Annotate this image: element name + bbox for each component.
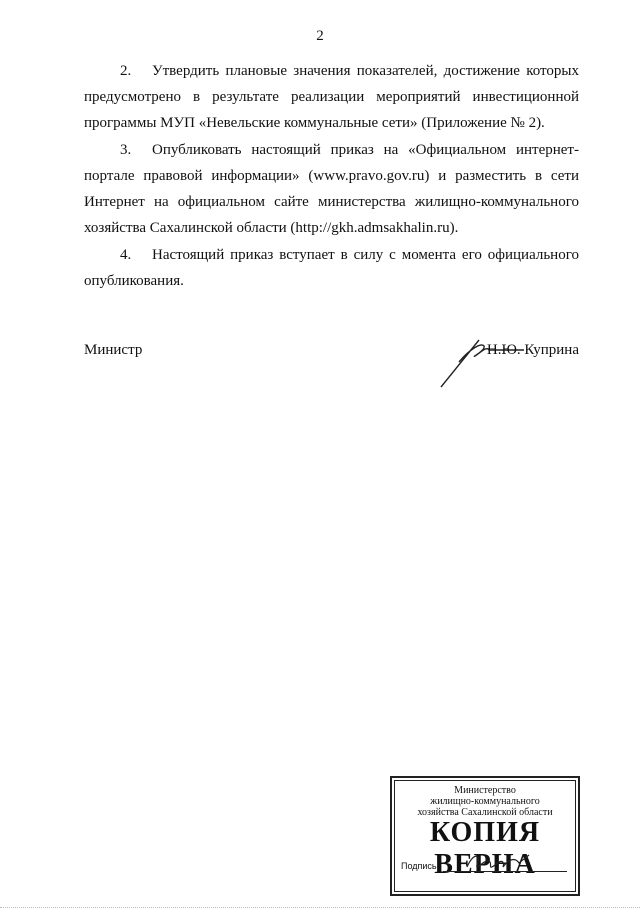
stamp-line-2: жилищно-коммунального [430, 796, 540, 807]
signatory-name: Н.Ю. Куприна [486, 342, 579, 358]
handwritten-signature-icon [439, 332, 524, 390]
stamp-inner-frame [394, 780, 576, 892]
scan-edge-divider [0, 907, 640, 914]
paragraph-4-number: 4. [120, 247, 132, 263]
paragraph-2 [84, 58, 579, 136]
copy-certified-stamp [390, 776, 580, 896]
signatory-title: Министр [84, 342, 143, 358]
paragraph-3-text: Опубликовать настоящий приказ на «Официальном интернет-портале правовой информации» (www.pravo.gov.ru) и разместить в сети Интернет на официальном сайте министерства жилищно-коммунального хозяйства Сахалинской области (http://gkh.admsakhalin.ru). [84, 142, 579, 236]
stamp-line-3: хозяйства Сахалинской области [417, 807, 553, 818]
paragraph-3 [84, 137, 579, 241]
paragraph-2-number: 2. [120, 63, 132, 79]
paragraph-3-number: 3. [120, 142, 132, 158]
paragraph-2-text: Утвердить плановые значения показателей, достижение которых предусмотрено в результате реализации мероприятий инвестиционной программы МУП «Невельские коммунальные сети» (Приложение № 2). [84, 63, 579, 131]
stamp-main-text: КОПИЯ ВЕРНА [429, 817, 541, 880]
paragraph-4 [84, 242, 579, 294]
page-number: 2 [316, 28, 324, 44]
signature-block [84, 340, 579, 400]
stamp-signature-icon [463, 849, 533, 875]
stamp-line-1: Министерство [454, 785, 516, 796]
stamp-sign-label: Подпись [401, 861, 437, 871]
paragraph-4-text: Настоящий приказ вступает в силу с момента его официального опубликования. [84, 247, 579, 289]
